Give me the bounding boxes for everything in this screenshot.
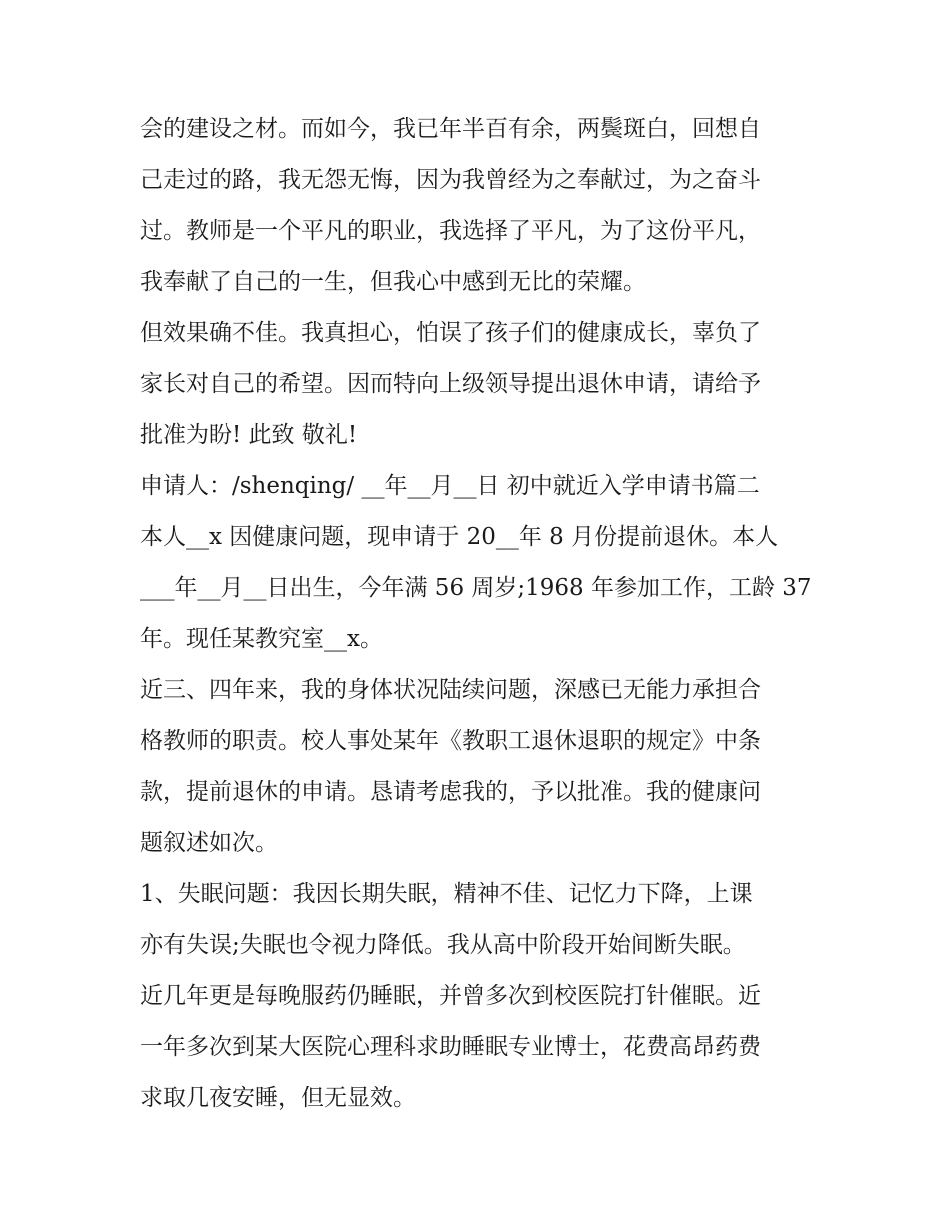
paragraph-signature-line <box>140 461 812 512</box>
text-line: 家长对自己的希望。因而特向上级领导提出退休申请，请给予 <box>140 371 761 397</box>
text-line: 款，提前退休的申请。恳请考虑我的，予以批准。我的健康问 <box>140 779 761 805</box>
text-line: 格教师的职责。校人事处某年《教职工退休退职的规定》中条 <box>140 728 761 754</box>
paragraph-health-statement <box>140 665 812 869</box>
text-line: 求取几夜安睡，但无显效。 <box>140 1085 416 1111</box>
text-line: 过。教师是一个平凡的职业，我选择了平凡，为了这份平凡， <box>140 218 761 244</box>
text-line: 年。现任某教究室__x。 <box>140 626 383 652</box>
text-line: 申请人：/shenqing/ __年__月__日 初中就近入学申请书篇二 <box>140 473 760 499</box>
text-line: ___年__月__日出生，今年满 56 周岁;1968 年参加工作，工龄 37 <box>140 575 812 601</box>
text-line: 题叙述如次。 <box>140 830 278 856</box>
text-line: 本人__x 因健康问题，现申请于 20__年 8 月份提前退休。本人 <box>140 524 779 550</box>
text-line: 己走过的路，我无怨无悔，因为我曾经为之奉献过，为之奋斗 <box>140 167 761 193</box>
paragraph-closing-reflection <box>140 104 812 308</box>
text-line: 近三、四年来，我的身体状况陆续问题，深感已无能力承担合 <box>140 677 761 703</box>
document-body <box>140 104 812 1124</box>
text-line: 近几年更是每晚服药仍睡眠，并曾多次到校医院打针催眠。近 <box>140 983 761 1009</box>
text-line: 我奉献了自己的一生，但我心中感到无比的荣耀。 <box>140 269 646 295</box>
paragraph-insomnia <box>140 869 812 1124</box>
text-line: 但效果确不佳。我真担心，怕误了孩子们的健康成长，辜负了 <box>140 320 761 346</box>
text-line: 批准为盼! 此致 敬礼! <box>140 422 358 448</box>
text-line: 亦有失误;失眠也令视力降低。我从高中阶段开始间断失眠。 <box>140 932 746 958</box>
text-line: 1、失眠问题：我因长期失眠，精神不佳、记忆力下降，上课 <box>140 881 753 907</box>
paragraph-request-approval <box>140 308 812 461</box>
paragraph-applicant-info <box>140 512 812 665</box>
text-line: 会的建设之材。而如今，我已年半百有余，两鬓斑白，回想自 <box>140 116 761 142</box>
text-line: 一年多次到某大医院心理科求助睡眠专业博士，花费高昂药费 <box>140 1034 761 1060</box>
